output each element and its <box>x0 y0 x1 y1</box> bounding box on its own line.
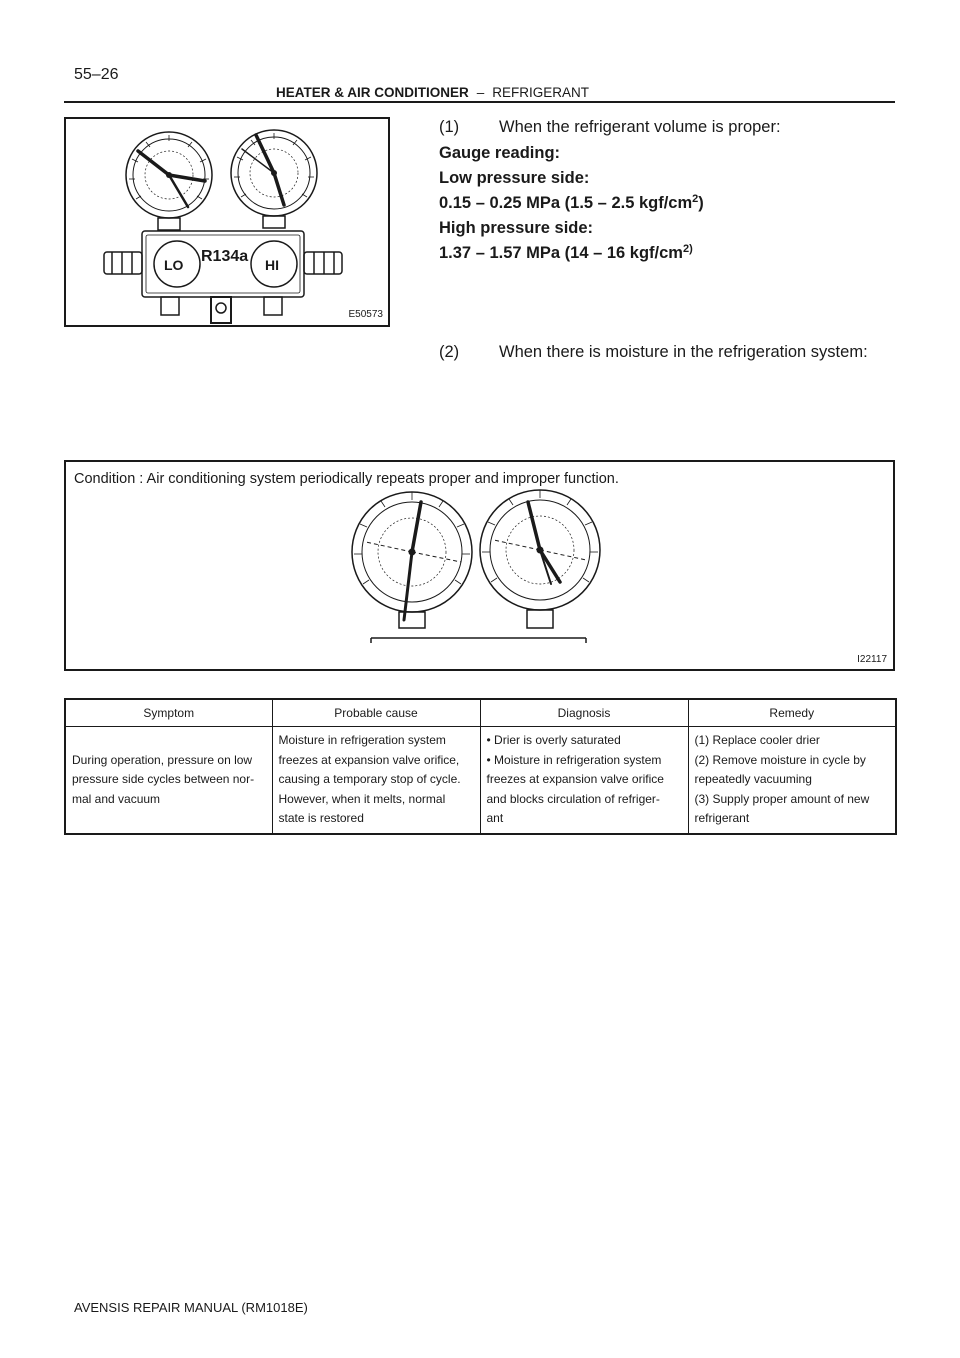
symptom-line: pressure side cycles between nor- <box>72 772 255 786</box>
figure-code: I22117 <box>857 654 887 665</box>
subsection-title: REFRIGERANT <box>492 85 590 100</box>
diagnosis-table <box>64 698 897 835</box>
symptom-cell <box>65 727 272 834</box>
remedy-cell <box>688 727 896 834</box>
moisture-gauge-illustration <box>66 462 893 669</box>
cause-line: causing a temporary stop of cycle. <box>278 772 461 786</box>
header-rule <box>64 101 895 103</box>
step-1-text: When the refrigerant volume is proper: <box>499 118 781 136</box>
low-pressure-value <box>439 195 704 212</box>
remedy-line: repeatedly vacuuming <box>694 772 812 786</box>
symptom-line: mal and vacuum <box>72 791 161 806</box>
header-probable-cause: Probable cause <box>272 699 480 727</box>
diagnosis-cell <box>480 727 688 834</box>
manifold-gauge-figure <box>64 117 390 327</box>
symptom-line: During operation, pressure on low <box>72 752 253 767</box>
step-2-number: (2) <box>439 343 460 361</box>
cause-line: However, when it melts, normal <box>278 791 446 806</box>
step-1 <box>439 119 781 136</box>
diagnosis-line: • Moisture in refrigeration system <box>486 752 662 767</box>
header-separator: – <box>476 85 485 100</box>
page-number: 55–26 <box>74 66 119 83</box>
step-1-number: (1) <box>439 118 460 136</box>
running-header <box>276 85 589 100</box>
manifold-gauge-illustration <box>66 119 388 325</box>
header-remedy: Remedy <box>688 699 896 727</box>
remedy-line: refrigerant <box>694 811 750 825</box>
diagnosis-line: freezes at expansion valve orifice <box>486 772 664 786</box>
r134a-label: R134a <box>201 248 249 265</box>
section-title: HEATER & AIR CONDITIONER <box>276 85 469 100</box>
condition-figure <box>64 460 895 671</box>
header-diagnosis: Diagnosis <box>480 699 688 727</box>
low-pressure-unit-exponent: 2 <box>692 193 699 205</box>
cause-line: state is restored <box>278 811 364 825</box>
footer-text: AVENSIS REPAIR MANUAL (RM1018E) <box>74 1300 308 1315</box>
high-pressure-label: High pressure side: <box>439 219 594 237</box>
low-pressure-text: 0.15 – 0.25 MPa (1.5 – 2.5 kgf/cm <box>439 194 693 212</box>
lo-label: LO <box>164 257 184 273</box>
step-2-text: When there is moisture in the refrigeration system: <box>499 343 868 361</box>
remedy-line: (2) Remove moisture in cycle by <box>694 752 866 767</box>
high-pressure-unit-exponent: 2) <box>682 243 693 255</box>
low-pressure-label: Low pressure side: <box>439 169 590 187</box>
table-row <box>65 727 896 834</box>
gauge-reading-label: Gauge reading: <box>439 144 561 162</box>
header-symptom: Symptom <box>65 699 272 727</box>
cause-line: Moisture in refrigeration system <box>278 733 446 747</box>
high-pressure-value <box>439 245 693 262</box>
diagnosis-line: ant <box>486 811 504 825</box>
cause-line: freezes at expansion valve orifice, <box>278 752 460 767</box>
diagnosis-line: • Drier is overly saturated <box>486 733 621 747</box>
remedy-line: (3) Supply proper amount of new <box>694 791 870 806</box>
condition-text: Condition : Air conditioning system periodically repeats proper and improper function. <box>74 471 619 487</box>
table-header-row <box>65 699 896 727</box>
high-pressure-text: 1.37 – 1.57 MPa (14 – 16 kgf/cm <box>439 244 683 262</box>
figure-code: E50573 <box>348 309 383 320</box>
step-2 <box>439 344 868 361</box>
hi-label: HI <box>265 257 279 273</box>
low-pressure-close: ) <box>698 194 704 212</box>
cause-cell <box>272 727 480 834</box>
diagnosis-line: and blocks circulation of refriger- <box>486 791 660 806</box>
remedy-line: (1) Replace cooler drier <box>694 733 820 747</box>
